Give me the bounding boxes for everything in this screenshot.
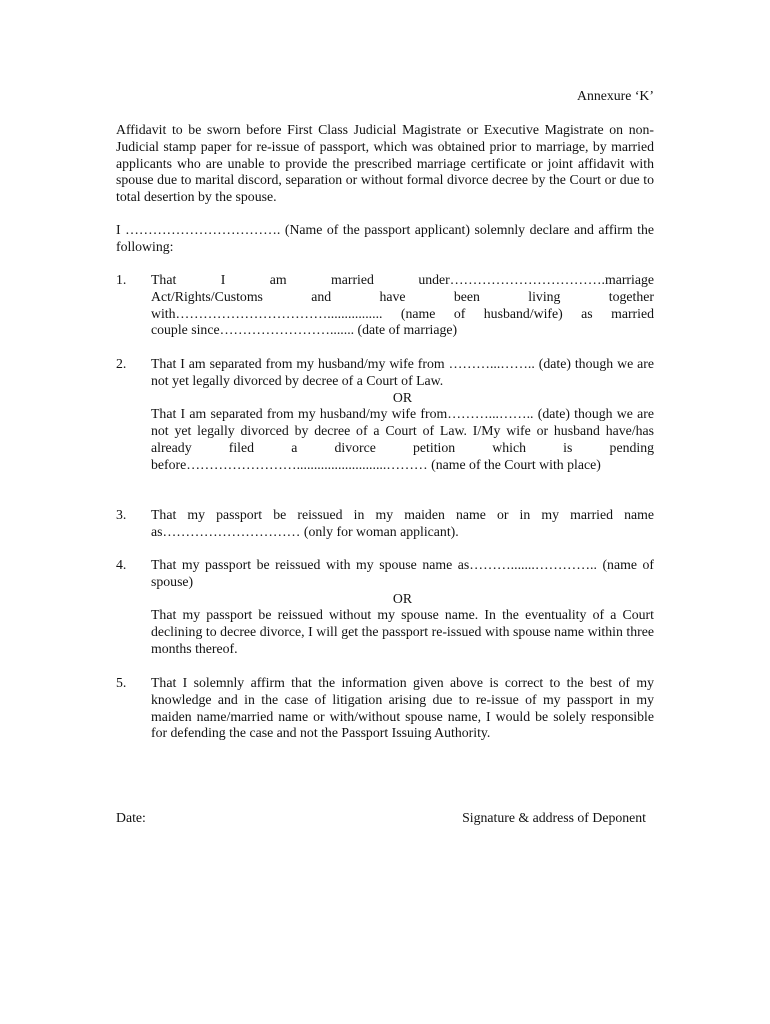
item-number: 5. [116,675,127,690]
item-number: 1. [116,272,127,287]
item-1-line-2: Act/Rights/Customs and have been living together [151,288,654,304]
item-body: That my passport be reissued in my maiden name or in my married name as………………………… (only for woman applicant). [151,507,654,539]
item-4-text-a: That my passport be reissued with my spouse name as……….......………….. (name of spouse) [151,557,654,589]
signature-label: Signature & address of Deponent [462,810,646,825]
item-2-text-b: That I am separated from my husband/my wife from………...…….. (date) though we are not yet legally divorced by decree of a Court of Law. I/My wife or husband have/has already filed a divorce petition which is pending before……………………..........................……… (name of the Court with place) [151,406,654,472]
declaration-paragraph: I ……………………………. (Name of the passport applicant) solemnly declare and affirm the following: [116,222,654,254]
item-1-line-3: with……………………………................ (name of husband/wife) as married [151,305,654,321]
item-number: 2. [116,356,127,371]
annexure-heading: Annexure ‘K’ [576,88,654,103]
item-number: 3. [116,507,127,522]
item-1-line-1: That I am married under…………………………….marriage [151,272,654,287]
item-body [151,557,654,658]
item-1 [116,272,654,339]
item-body: That I solemnly affirm that the information given above is correct to the best of my knowledge and in the case of litigation arising due to re-issue of my passport in my maiden name/married name or with/without spouse name, I would be solely responsible for defending the case and not the Passport Issuing Authority. [151,675,654,741]
item-4-or: OR [392,590,413,606]
item-body [151,272,654,339]
item-5 [116,675,654,742]
item-2 [116,356,654,474]
item-3 [116,507,654,541]
item-4-text-b: That my passport be reissued without my spouse name. In the eventuality of a Court declining to decree divorce, I will get the passport re-issued with spouse name within three months thereof. [151,607,654,656]
item-4 [116,557,654,658]
intro-paragraph: Affidavit to be sworn before First Class Judicial Magistrate or Executive Magistrate on non-Judicial stamp paper for re-issue of passport, which was obtained prior to marriage, by married applicants who are unable to provide the prescribed marriage certificate or joint affidavit with spouse due to marital discord, separation or without formal divorce decree by the Court or due to total desertion by the spouse. [116,122,654,205]
date-label: Date: [116,810,146,825]
item-2-text-a: That I am separated from my husband/my wife from ………...…….. (date) though we are not yet legally divorced by decree of a Court of Law. [151,356,654,388]
item-body [151,356,654,474]
item-1-line-4: couple since……………………....... (date of marriage) [151,322,458,338]
item-number: 4. [116,557,127,572]
item-2-or: OR [392,389,413,405]
